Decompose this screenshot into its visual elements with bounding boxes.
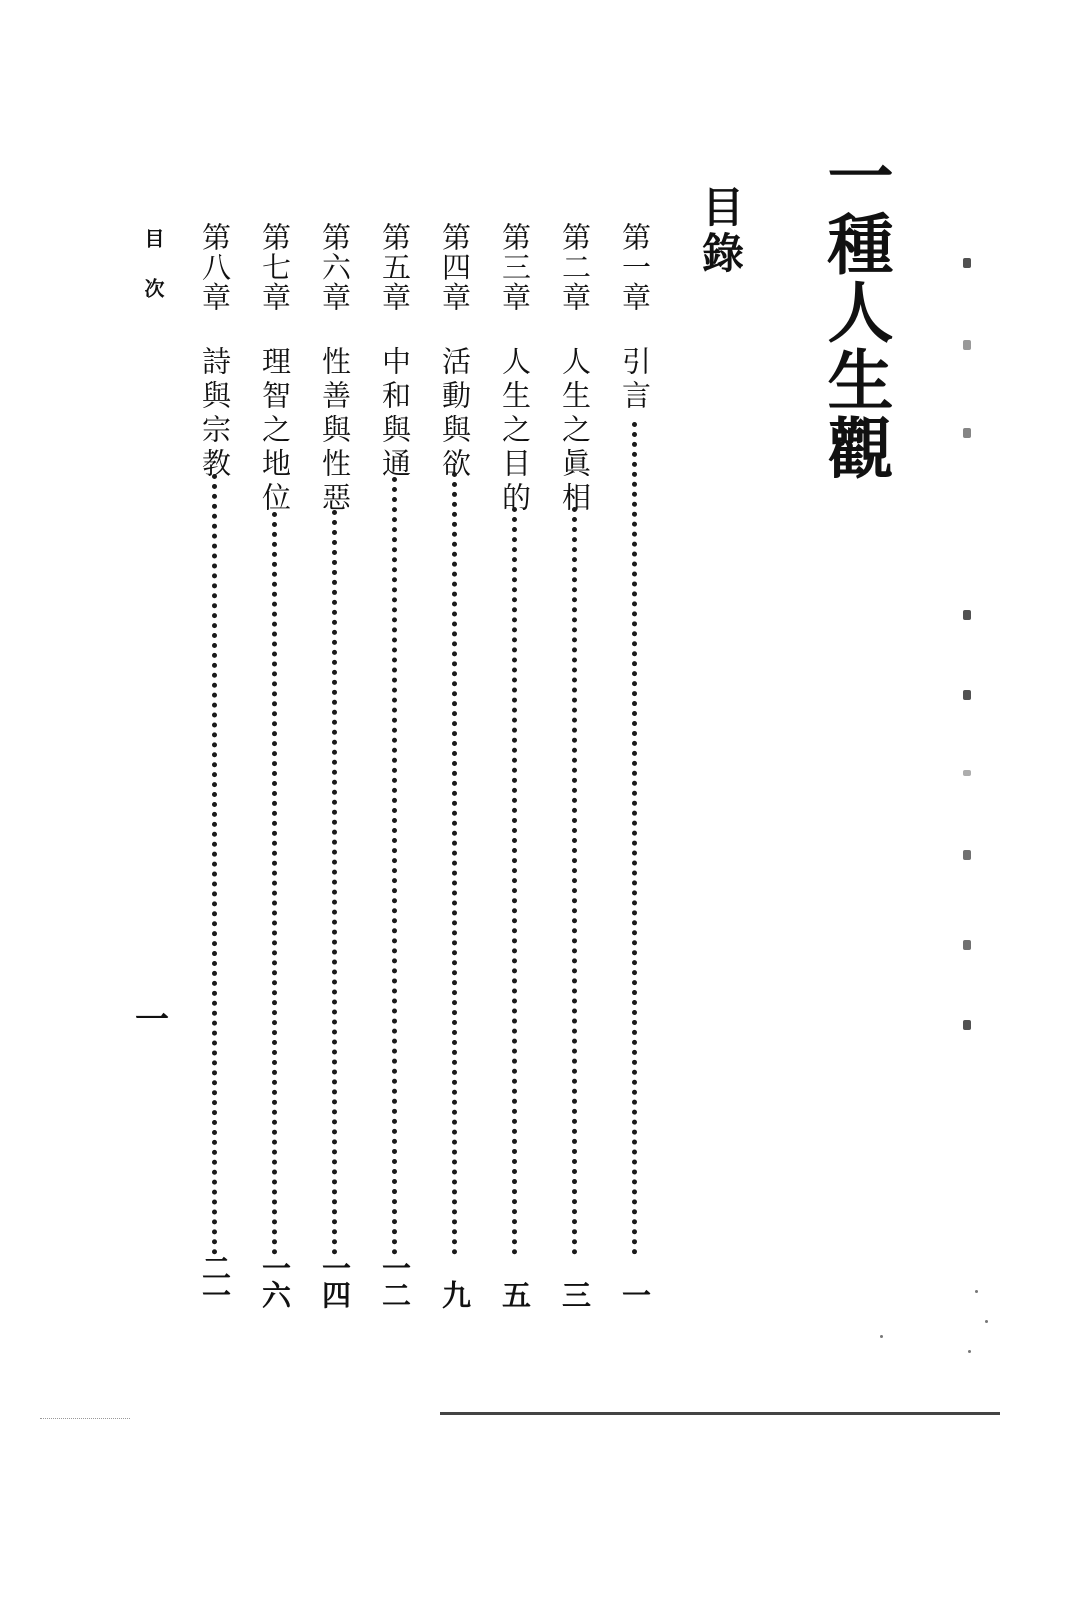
chapter-page-number: 九 (438, 1280, 472, 1307)
book-title: 一種人生觀 (816, 142, 894, 482)
chapter-page-number: 二一 (198, 1253, 232, 1307)
toc-entry-chapter-4 (432, 222, 478, 1307)
scan-edge-rule-faint (40, 1418, 130, 1419)
scan-speck (968, 1350, 971, 1353)
toc-entry-chapter-8 (192, 222, 238, 1307)
dot-leader (512, 507, 523, 1255)
scan-edge-rule (440, 1412, 1000, 1415)
chapter-title: 詩與宗教 (198, 346, 232, 482)
running-head: 目次 (141, 228, 165, 328)
chapter-page-number: 一六 (258, 1253, 292, 1307)
chapter-number: 第二章 (558, 222, 592, 312)
dot-leader (632, 422, 643, 1255)
toc-entry-chapter-7 (252, 222, 298, 1307)
scan-speck (963, 1020, 971, 1030)
dot-leader (332, 510, 343, 1255)
chapter-title: 活動與欲 (438, 346, 472, 482)
chapter-number: 第一章 (618, 222, 652, 312)
toc-entry-chapter-6 (312, 222, 358, 1307)
chapter-page-number: 一四 (318, 1253, 352, 1307)
scan-speck (963, 428, 971, 438)
chapter-page-number: 一 (618, 1280, 652, 1307)
chapter-title: 人生之目的 (498, 346, 532, 516)
toc-entry-chapter-5 (372, 222, 418, 1307)
chapter-title: 性善與性惡 (318, 346, 352, 516)
scan-speck (963, 850, 971, 860)
chapter-number: 第八章 (198, 222, 232, 312)
chapter-title: 引言 (618, 346, 652, 414)
chapter-title: 理智之地位 (258, 346, 292, 516)
toc-entry-chapter-2 (552, 222, 598, 1307)
chapter-number: 第三章 (498, 222, 532, 312)
scan-speck (963, 940, 971, 950)
chapter-number: 第六章 (318, 222, 352, 312)
toc-heading: 目錄 (696, 185, 745, 277)
dot-leader (212, 474, 223, 1255)
scan-speck (963, 690, 971, 700)
scan-speck (963, 770, 971, 776)
chapter-number: 第七章 (258, 222, 292, 312)
scan-speck (880, 1335, 883, 1338)
scan-speck (985, 1320, 988, 1323)
toc-entry-chapter-1 (612, 222, 658, 1307)
scan-speck (963, 258, 971, 268)
chapter-number: 第四章 (438, 222, 472, 312)
chapter-number: 第五章 (378, 222, 412, 312)
dot-leader (392, 477, 403, 1255)
dot-leader (272, 512, 283, 1255)
dot-leader (452, 472, 463, 1255)
scan-speck (975, 1290, 978, 1293)
scan-speck (963, 610, 971, 620)
chapter-page-number: 一二 (378, 1253, 412, 1307)
folio-page-number: 一 (135, 1000, 169, 1040)
chapter-page-number: 三 (558, 1280, 592, 1307)
dot-leader (572, 507, 583, 1255)
toc-entry-chapter-3 (492, 222, 538, 1307)
show-through-marks (955, 250, 985, 1050)
chapter-page-number: 五 (498, 1280, 532, 1307)
chapter-title: 人生之眞相 (558, 346, 592, 516)
scan-speck (963, 340, 971, 350)
chapter-title: 中和與通 (378, 346, 412, 482)
